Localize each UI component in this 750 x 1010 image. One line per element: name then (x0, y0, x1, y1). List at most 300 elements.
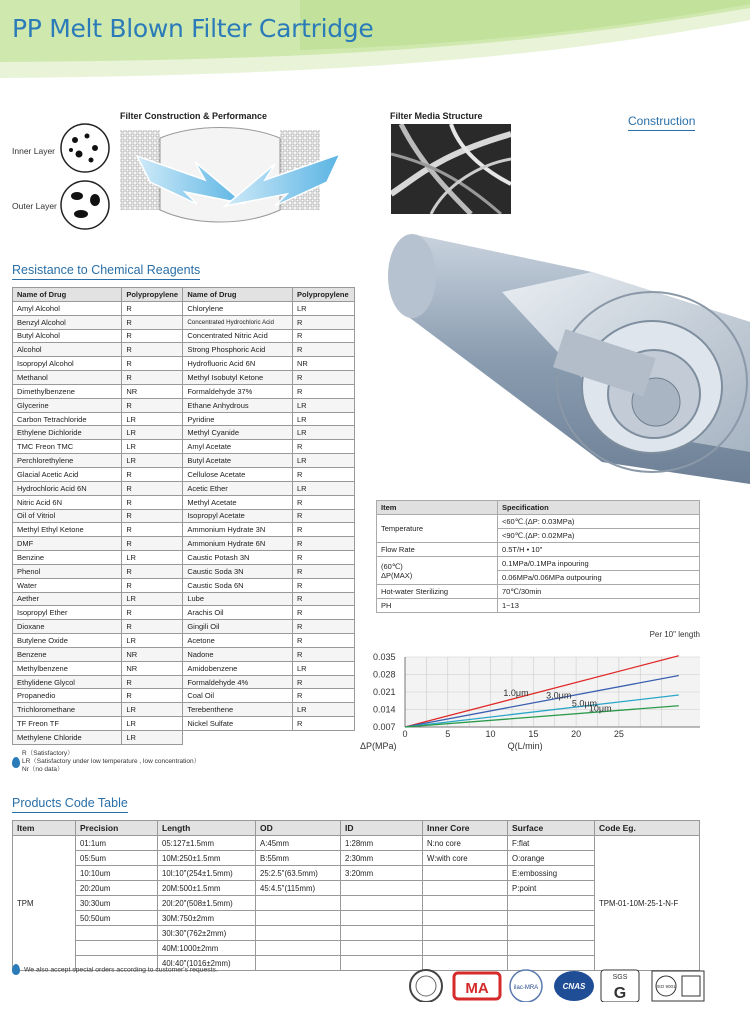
table-row (13, 398, 355, 412)
y-tick-label: 0.028 (373, 669, 396, 680)
chem-drug-cell: Perchlorethylene (13, 454, 122, 468)
x-tick-label: 15 (528, 729, 539, 739)
chem-drug-cell: Hydrofluoric Acid 6N (183, 357, 293, 371)
prod-od-cell (256, 896, 341, 911)
chem-header-pp: Polypropylene (293, 288, 355, 302)
chem-rating-cell: LR (122, 717, 183, 731)
prod-id-cell: 1:28mm (341, 836, 423, 851)
table-row (13, 495, 355, 509)
series-label: 1.0μm (503, 687, 529, 698)
svg-text:SGS: SGS (612, 974, 628, 981)
x-tick-label: 10 (485, 729, 496, 739)
chem-drug-cell: Benzene (13, 647, 122, 661)
chem-rating-cell: R (293, 495, 355, 509)
cnas-logo-icon (554, 971, 594, 1001)
chem-rating-cell: R (293, 620, 355, 634)
filter-construction-caption: Filter Construction & Performance (120, 111, 268, 121)
chem-drug-cell: Butyl Acetate (183, 454, 293, 468)
chem-rating-cell: LR (122, 426, 183, 440)
drop-icon (12, 757, 20, 768)
table-row (13, 523, 355, 537)
chem-rating-cell: R (293, 675, 355, 689)
spec-temperature-label: Temperature (377, 515, 498, 543)
prod-surface-cell: F:flat (508, 836, 595, 851)
table-row (13, 661, 355, 675)
chem-drug-cell: Glycerine (13, 398, 122, 412)
chem-drug-cell: TMC Freon TMC (13, 440, 122, 454)
chem-rating-cell: LR (122, 703, 183, 717)
chem-rating-cell: R (122, 509, 183, 523)
prod-header-row (13, 821, 700, 836)
table-row (13, 836, 700, 851)
chem-drug-cell (183, 731, 293, 745)
table-row (13, 564, 355, 578)
chem-drug-cell: Methylbenzene (13, 661, 122, 675)
chem-drug-cell: Glacial Acetic Acid (13, 467, 122, 481)
prod-od-cell (256, 911, 341, 926)
chem-rating-cell: R (122, 481, 183, 495)
specification-table (376, 500, 700, 613)
table-row (13, 329, 355, 343)
spec-dp-1: 0.1MPa/0.1MPa inpouring (498, 557, 700, 571)
prod-inner-core-cell (423, 941, 508, 956)
chem-drug-cell: Strong Phosphoric Acid (183, 343, 293, 357)
svg-text:CNAS: CNAS (562, 982, 586, 991)
prod-inner-core-cell: N:no core (423, 836, 508, 851)
chem-drug-cell: Water (13, 578, 122, 592)
prod-surface-cell (508, 926, 595, 941)
chem-drug-cell: Isopropyl Acetate (183, 509, 293, 523)
prod-inner-core-cell (423, 926, 508, 941)
prod-header-code: Code Eg. (595, 821, 700, 836)
spec-hot-label: Hot-water Sterilizing (377, 585, 498, 599)
chem-drug-cell: Carbon Tetrachloride (13, 412, 122, 426)
chem-rating-cell: LR (122, 634, 183, 648)
chem-drug-cell: Formaldehyde 4% (183, 675, 293, 689)
table-row (13, 412, 355, 426)
table-row (13, 357, 355, 371)
spec-flow-value: 0.5T/H • 10" (498, 543, 700, 557)
table-row (377, 585, 700, 599)
chart-title: Per 10" length (649, 630, 700, 639)
spec-flow-label: Flow Rate (377, 543, 498, 557)
prod-length-cell: 10I:10"(254±1.5mm) (158, 866, 256, 881)
chem-drug-cell: Pyridine (183, 412, 293, 426)
x-axis-label: Q(L/min) (507, 741, 543, 751)
chem-rating-cell: R (293, 592, 355, 606)
prod-precision-cell (76, 941, 158, 956)
chem-rating-cell: R (293, 343, 355, 357)
spec-dp-label (377, 557, 498, 585)
chem-drug-cell: Methyl Ethyl Ketone (13, 523, 122, 537)
chem-drug-cell: Amyl Acetate (183, 440, 293, 454)
chem-rating-cell: R (293, 689, 355, 703)
products-heading: Products Code Table (12, 796, 128, 810)
page-title: PP Melt Blown Filter Cartridge (12, 14, 374, 43)
x-tick-label: 20 (571, 729, 582, 739)
prod-surface-cell (508, 896, 595, 911)
chem-rating-cell: R (293, 578, 355, 592)
chem-rating-cell: R (122, 467, 183, 481)
chem-rating-cell: LR (293, 661, 355, 675)
certification-logos (408, 968, 708, 1002)
table-row (377, 557, 700, 571)
table-row (13, 301, 355, 315)
y-tick-label: 0.007 (373, 722, 396, 732)
prod-length-cell: 40M:1000±2mm (158, 941, 256, 956)
table-row (13, 620, 355, 634)
chem-header-drug: Name of Drug (13, 288, 122, 302)
chem-rating-cell: LR (293, 426, 355, 440)
chemical-resistance-table (12, 287, 355, 745)
chem-drug-cell: Arachis Oil (183, 606, 293, 620)
table-row (13, 592, 355, 606)
table-row (13, 467, 355, 481)
spec-header-row (377, 501, 700, 515)
prod-precision-cell: 30:30um (76, 896, 158, 911)
chem-rating-cell: LR (293, 412, 355, 426)
prod-length-cell: 40I:40"(1016±2mm) (158, 956, 256, 971)
prod-header-id: ID (341, 821, 423, 836)
chem-drug-cell: Dioxane (13, 620, 122, 634)
prod-item-cell: TPM (13, 836, 76, 971)
chem-rating-cell: R (122, 398, 183, 412)
table-row (13, 371, 355, 385)
chem-rating-cell: LR (293, 454, 355, 468)
table-row (13, 537, 355, 551)
table-row (13, 689, 355, 703)
footer-note (12, 964, 218, 975)
spec-dp-label-2: ΔP(MAX) (381, 570, 413, 580)
prod-code-cell: TPM-01-10M-25-1-N-F (595, 836, 700, 971)
chem-drug-cell: Terebenthene (183, 703, 293, 717)
chem-rating-cell: R (122, 371, 183, 385)
prod-od-cell: 25:2.5"(63.5mm) (256, 866, 341, 881)
prod-precision-cell: 50:50um (76, 911, 158, 926)
chem-drug-cell: Ethane Anhydrous (183, 398, 293, 412)
chem-drug-cell: Methyl Acetate (183, 495, 293, 509)
chem-drug-cell: Ammonium Hydrate 6N (183, 537, 293, 551)
chem-drug-cell: Phenol (13, 564, 122, 578)
pressure-drop-chart (345, 625, 705, 755)
series-label: 5.0μm (571, 698, 598, 709)
chem-header-drug: Name of Drug (183, 288, 293, 302)
chem-rating-cell: LR (293, 301, 355, 315)
table-row (13, 606, 355, 620)
chem-rating-cell: LR (122, 592, 183, 606)
chem-drug-cell: Coal Oil (183, 689, 293, 703)
prod-header-surface: Surface (508, 821, 595, 836)
ilac-mra-logo-icon (510, 970, 542, 1002)
chem-rating-cell: R (122, 495, 183, 509)
prod-header-inner-core: Inner Core (423, 821, 508, 836)
prod-length-cell: 05:127±1.5mm (158, 836, 256, 851)
prod-length-cell: 30I:30"(762±2mm) (158, 926, 256, 941)
table-row (13, 509, 355, 523)
table-row (13, 315, 355, 329)
chem-drug-cell: Butyl Alcohol (13, 329, 122, 343)
chem-rating-cell: R (293, 440, 355, 454)
outer-layer-label: Outer Layer (12, 201, 57, 211)
chem-rating-cell: R (122, 606, 183, 620)
chem-drug-cell: TF Freon TF (13, 717, 122, 731)
prod-id-cell (341, 911, 423, 926)
table-row (13, 343, 355, 357)
prod-precision-cell (76, 926, 158, 941)
prod-inner-core-cell (423, 911, 508, 926)
chem-rating-cell: LR (122, 412, 183, 426)
chem-rating-cell: R (293, 509, 355, 523)
chem-rating-cell: LR (293, 398, 355, 412)
chem-rating-cell: R (293, 315, 355, 329)
prod-id-cell (341, 926, 423, 941)
chem-rating-cell: R (293, 647, 355, 661)
chem-drug-cell: Benzine (13, 551, 122, 565)
chem-drug-cell: Trichloromethane (13, 703, 122, 717)
chem-rating-cell: R (293, 371, 355, 385)
chem-rating-cell: R (293, 551, 355, 565)
chem-rating-cell: R (122, 343, 183, 357)
chem-rating-cell: LR (122, 731, 183, 745)
chem-drug-cell: Caustic Soda 3N (183, 564, 293, 578)
chem-rating-cell: R (122, 578, 183, 592)
chem-rating-cell: LR (293, 481, 355, 495)
x-tick-label: 25 (613, 729, 624, 739)
chem-drug-cell: Concentrated Hydrochloric Acid (183, 315, 293, 329)
chem-drug-cell: Ethylidene Glycol (13, 675, 122, 689)
chem-drug-cell: Amyl Alcohol (13, 301, 122, 315)
chem-drug-cell: Concentrated Nitric Acid (183, 329, 293, 343)
chem-rating-cell: R (293, 634, 355, 648)
prod-od-cell (256, 956, 341, 971)
chem-drug-cell: Formaldehyde 37% (183, 384, 293, 398)
chem-rating-cell: NR (293, 357, 355, 371)
chem-rating-cell: R (122, 675, 183, 689)
chem-drug-cell: Alcohol (13, 343, 122, 357)
chem-rating-cell: NR (122, 647, 183, 661)
spec-header-item: Item (377, 501, 498, 515)
table-row (13, 703, 355, 717)
chem-rating-cell: R (293, 329, 355, 343)
chem-drug-cell: Lube (183, 592, 293, 606)
table-row (13, 647, 355, 661)
y-tick-label: 0.014 (373, 704, 396, 715)
table-row (13, 384, 355, 398)
legend-lr: LR（Satisfactory under low temperature , low concentration） (22, 758, 201, 765)
spec-dp-2: 0.06MPa/0.06MPa outpouring (498, 571, 700, 585)
construction-heading: Construction (628, 114, 696, 128)
filter-media-caption: Filter Media Structure (390, 111, 483, 121)
table-row (13, 731, 355, 745)
chem-rating-cell: R (122, 537, 183, 551)
chem-drug-cell: Hydrochloric Acid 6N (13, 481, 122, 495)
chem-drug-cell: Amidobenzene (183, 661, 293, 675)
chem-rating-cell: R (122, 315, 183, 329)
chem-rating-cell: LR (122, 551, 183, 565)
spec-ph-value: 1~13 (498, 599, 700, 613)
chem-header-pp: Polypropylene (122, 288, 183, 302)
table-row (377, 515, 700, 529)
table-row (13, 426, 355, 440)
chem-rating-cell: R (122, 357, 183, 371)
chem-drug-cell: Benzyl Alcohol (13, 315, 122, 329)
chem-drug-cell: DMF (13, 537, 122, 551)
prod-id-cell: 2:30mm (341, 851, 423, 866)
prod-header-item: Item (13, 821, 76, 836)
spec-temp-1: <60℃.(ΔP: 0.03MPa) (498, 515, 700, 529)
chem-rating-cell: R (122, 689, 183, 703)
table-row (13, 675, 355, 689)
chem-drug-cell: Dimethylbenzene (13, 384, 122, 398)
prod-precision-cell: 20:20um (76, 881, 158, 896)
filter-media-image (391, 124, 511, 214)
y-axis-label: ΔP(MPa) (360, 741, 397, 751)
prod-surface-cell: P:point (508, 881, 595, 896)
chem-drug-cell: Chlorylene (183, 301, 293, 315)
chem-drug-cell: Ethylene Dichloride (13, 426, 122, 440)
prod-precision-cell: 05:5um (76, 851, 158, 866)
chem-rating-cell: R (293, 606, 355, 620)
chem-rating-cell: R (122, 564, 183, 578)
prod-id-cell (341, 881, 423, 896)
chem-drug-cell: Oil of Vitriol (13, 509, 122, 523)
chem-drug-cell: Propanedio (13, 689, 122, 703)
chem-rating-cell: R (293, 564, 355, 578)
resistance-legend (12, 750, 200, 774)
spec-hot-value: 70℃/30min (498, 585, 700, 599)
prod-od-cell (256, 941, 341, 956)
prod-od-cell: B:55mm (256, 851, 341, 866)
prod-inner-core-cell (423, 881, 508, 896)
prod-inner-core-cell (423, 866, 508, 881)
quality-seal-icon (410, 970, 442, 1002)
chem-drug-cell: Caustic Soda 6N (183, 578, 293, 592)
prod-length-cell: 10M:250±1.5mm (158, 851, 256, 866)
chem-drug-cell: Cellulose Acetate (183, 467, 293, 481)
y-tick-label: 0.035 (373, 652, 396, 662)
legend-r: R（Satisfactory） (22, 750, 74, 757)
chem-rating-cell: R (293, 467, 355, 481)
chem-drug-cell: Ammonium Hydrate 3N (183, 523, 293, 537)
chem-rating-cell: NR (122, 384, 183, 398)
prod-id-cell (341, 896, 423, 911)
chem-drug-cell: Caustic Potash 3N (183, 551, 293, 565)
chem-rating-cell: R (122, 329, 183, 343)
prod-precision-cell: 10:10um (76, 866, 158, 881)
svg-text:MA: MA (465, 980, 489, 997)
prod-length-cell: 20I:20"(508±1.5mm) (158, 896, 256, 911)
table-row (13, 454, 355, 468)
prod-surface-cell (508, 911, 595, 926)
chem-rating-cell: LR (122, 440, 183, 454)
prod-precision-cell: 01:1um (76, 836, 158, 851)
table-row (13, 440, 355, 454)
prod-header-od: OD (256, 821, 341, 836)
table-row (13, 481, 355, 495)
chem-rating-cell: R (293, 717, 355, 731)
chem-rating-cell: LR (122, 454, 183, 468)
series-label: 3.0μm (546, 690, 572, 701)
chem-drug-cell: Butylene Oxide (13, 634, 122, 648)
x-tick-label: 5 (445, 729, 451, 739)
prod-surface-cell: O:orange (508, 851, 595, 866)
prod-header-precision: Precision (76, 821, 158, 836)
chem-drug-cell: Methyl Cyanide (183, 426, 293, 440)
ma-logo-icon (454, 973, 500, 999)
cartridge-illustration (382, 222, 750, 484)
chem-drug-cell: Nitric Acid 6N (13, 495, 122, 509)
chem-drug-cell: Methanol (13, 371, 122, 385)
chem-drug-cell: Nadone (183, 647, 293, 661)
spec-ph-label: PH (377, 599, 498, 613)
prod-od-cell (256, 926, 341, 941)
spec-header-specification: Specification (498, 501, 700, 515)
svg-text:ISO 9001: ISO 9001 (656, 984, 676, 989)
prod-header-length: Length (158, 821, 256, 836)
prod-inner-core-cell: W:with core (423, 851, 508, 866)
table-row (13, 634, 355, 648)
spec-dp-label-1: (60℃) (381, 561, 403, 571)
footer-note-text: We also accept special orders according to customer's requests. (24, 966, 218, 974)
chem-rating-cell: R (293, 523, 355, 537)
chem-rating-cell: R (293, 537, 355, 551)
legend-nr: Nr（no data） (22, 766, 64, 773)
prod-surface-cell (508, 941, 595, 956)
prod-length-cell: 20M:500±1.5mm (158, 881, 256, 896)
prod-id-cell (341, 941, 423, 956)
chem-drug-cell: Aether (13, 592, 122, 606)
table-row (377, 543, 700, 557)
chem-drug-cell: Acetone (183, 634, 293, 648)
svg-text:G: G (613, 985, 627, 1002)
table-row (13, 551, 355, 565)
chem-drug-cell: Isopropyl Alcohol (13, 357, 122, 371)
prod-surface-cell: E:embossing (508, 866, 595, 881)
chem-rating-cell: R (122, 523, 183, 537)
resistance-heading: Resistance to Chemical Reagents (12, 263, 201, 277)
chem-drug-cell: Gingili Oil (183, 620, 293, 634)
prod-id-cell: 3:20mm (341, 866, 423, 881)
chem-drug-cell: Isopropyl Ether (13, 606, 122, 620)
chem-rating-cell: R (293, 384, 355, 398)
prod-length-cell: 30M:750±2mm (158, 911, 256, 926)
chem-header-row (13, 288, 355, 302)
svg-text:ilac-MRA: ilac-MRA (513, 985, 539, 991)
prod-od-cell: A:45mm (256, 836, 341, 851)
sgs-logo-icon (601, 970, 639, 1002)
series-label: 10μm (588, 703, 612, 714)
chem-drug-cell: Methyl Isobutyl Ketone (183, 371, 293, 385)
filter-construction-diagram (55, 118, 355, 248)
x-tick-label: 0 (402, 729, 408, 739)
chem-rating-cell: NR (122, 661, 183, 675)
inner-layer-label: Inner Layer (12, 146, 55, 156)
chem-rating-cell: R (122, 620, 183, 634)
chem-rating-cell: LR (293, 703, 355, 717)
prod-od-cell: 45:4.5"(115mm) (256, 881, 341, 896)
spec-temp-2: <90℃.(ΔP: 0.02MPa) (498, 529, 700, 543)
chem-rating-cell: R (122, 301, 183, 315)
products-code-table (12, 820, 700, 974)
chem-drug-cell: Nickel Sulfate (183, 717, 293, 731)
iso-9001-logo-icon (652, 971, 704, 1001)
chem-drug-cell: Methylene Chloride (13, 731, 122, 745)
prod-inner-core-cell (423, 896, 508, 911)
table-row (13, 717, 355, 731)
y-tick-label: 0.021 (373, 687, 396, 697)
drop-icon (12, 964, 20, 975)
header-banner (0, 0, 750, 80)
